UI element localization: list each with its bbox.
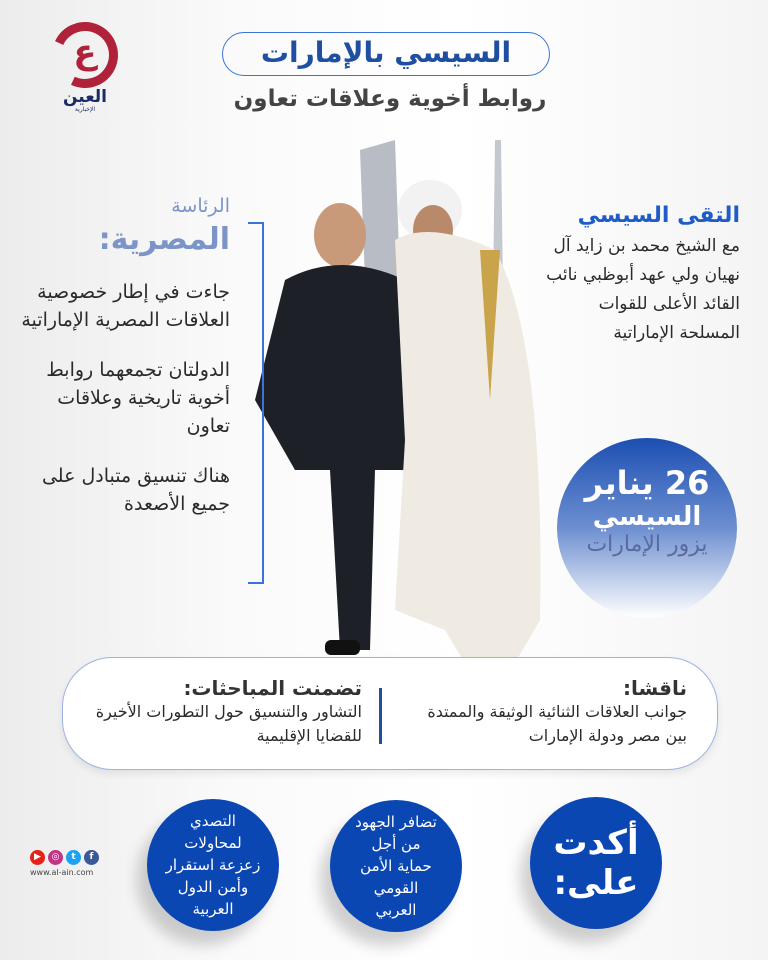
emphasis-item: تضافر الجهود من أجل حماية الأمن القومي العربي bbox=[355, 813, 437, 919]
emphasis-item: التصدي لمحاولات زعزعة استقرار وأمن الدول العربية bbox=[165, 812, 261, 918]
included-heading: تضمنت المباحثات: bbox=[183, 676, 362, 700]
date-visit: يزور الإمارات bbox=[586, 532, 708, 557]
left-heading-small: الرئاسة bbox=[171, 195, 230, 217]
al-ain-logo bbox=[50, 22, 120, 112]
discussed-text: جوانب العلاقات الثنائية الوثيقة والممتدة بين مصر ودولة الإمارات bbox=[427, 702, 687, 745]
emphasis-heading: أكدت على: bbox=[553, 823, 639, 903]
meeting-panel bbox=[535, 200, 740, 348]
leaders-photo bbox=[255, 140, 550, 700]
facebook-icon[interactable]: f bbox=[84, 850, 99, 865]
left-point: الدولتان تجمعهما روابط أخوية تاريخية وعلاقات تعاون bbox=[46, 359, 230, 437]
bracket-divider bbox=[248, 222, 264, 584]
man-left-shoes bbox=[325, 640, 360, 655]
instagram-icon[interactable]: ◎ bbox=[48, 850, 63, 865]
website-url[interactable]: www.al-ain.com bbox=[30, 868, 94, 877]
page-subtitle: روابط أخوية وعلاقات تعاون bbox=[233, 86, 547, 112]
man-left-head bbox=[314, 203, 366, 267]
tower-left bbox=[360, 140, 400, 280]
right-body: مع الشيخ محمد بن زايد آل نهيان ولي عهد أبوظبي نائب القائد الأعلى للقوات المسلحة الإماراتية bbox=[546, 236, 740, 343]
left-point: جاءت في إطار خصوصية العلاقات المصرية الإماراتية bbox=[21, 281, 230, 331]
logo-mark: ع bbox=[73, 32, 97, 72]
talks-divider bbox=[379, 688, 382, 744]
date-badge bbox=[557, 438, 737, 618]
logo-brand: العين bbox=[62, 87, 108, 107]
right-heading: التقى السيسي bbox=[577, 203, 740, 228]
included-column bbox=[82, 676, 362, 748]
talks-box bbox=[62, 657, 718, 770]
emphasis-circle bbox=[147, 799, 279, 931]
included-text: التشاور والتنسيق حول التطورات الأخيرة للقضايا الإقليمية bbox=[95, 702, 362, 745]
social-links bbox=[30, 850, 102, 877]
date-name: السيسي bbox=[592, 502, 702, 532]
page-title: السيسي بالإمارات bbox=[222, 32, 550, 76]
discussed-heading: ناقشا: bbox=[623, 676, 687, 700]
man-left-suit bbox=[255, 265, 415, 650]
youtube-icon[interactable]: ▶ bbox=[30, 850, 45, 865]
date-text: 26 يناير bbox=[584, 464, 710, 502]
man-right-robe bbox=[395, 232, 540, 680]
discussed-column bbox=[417, 676, 687, 748]
left-heading-big: المصرية: bbox=[98, 222, 230, 257]
twitter-icon[interactable]: t bbox=[66, 850, 81, 865]
left-point: هناك تنسيق متبادل على جميع الأصعدة bbox=[41, 465, 230, 515]
logo-sub: الإخبارية bbox=[74, 106, 96, 113]
emphasis-heading-circle bbox=[530, 797, 662, 929]
egyptian-presidency-panel bbox=[20, 192, 230, 540]
emphasis-circle bbox=[330, 800, 462, 932]
